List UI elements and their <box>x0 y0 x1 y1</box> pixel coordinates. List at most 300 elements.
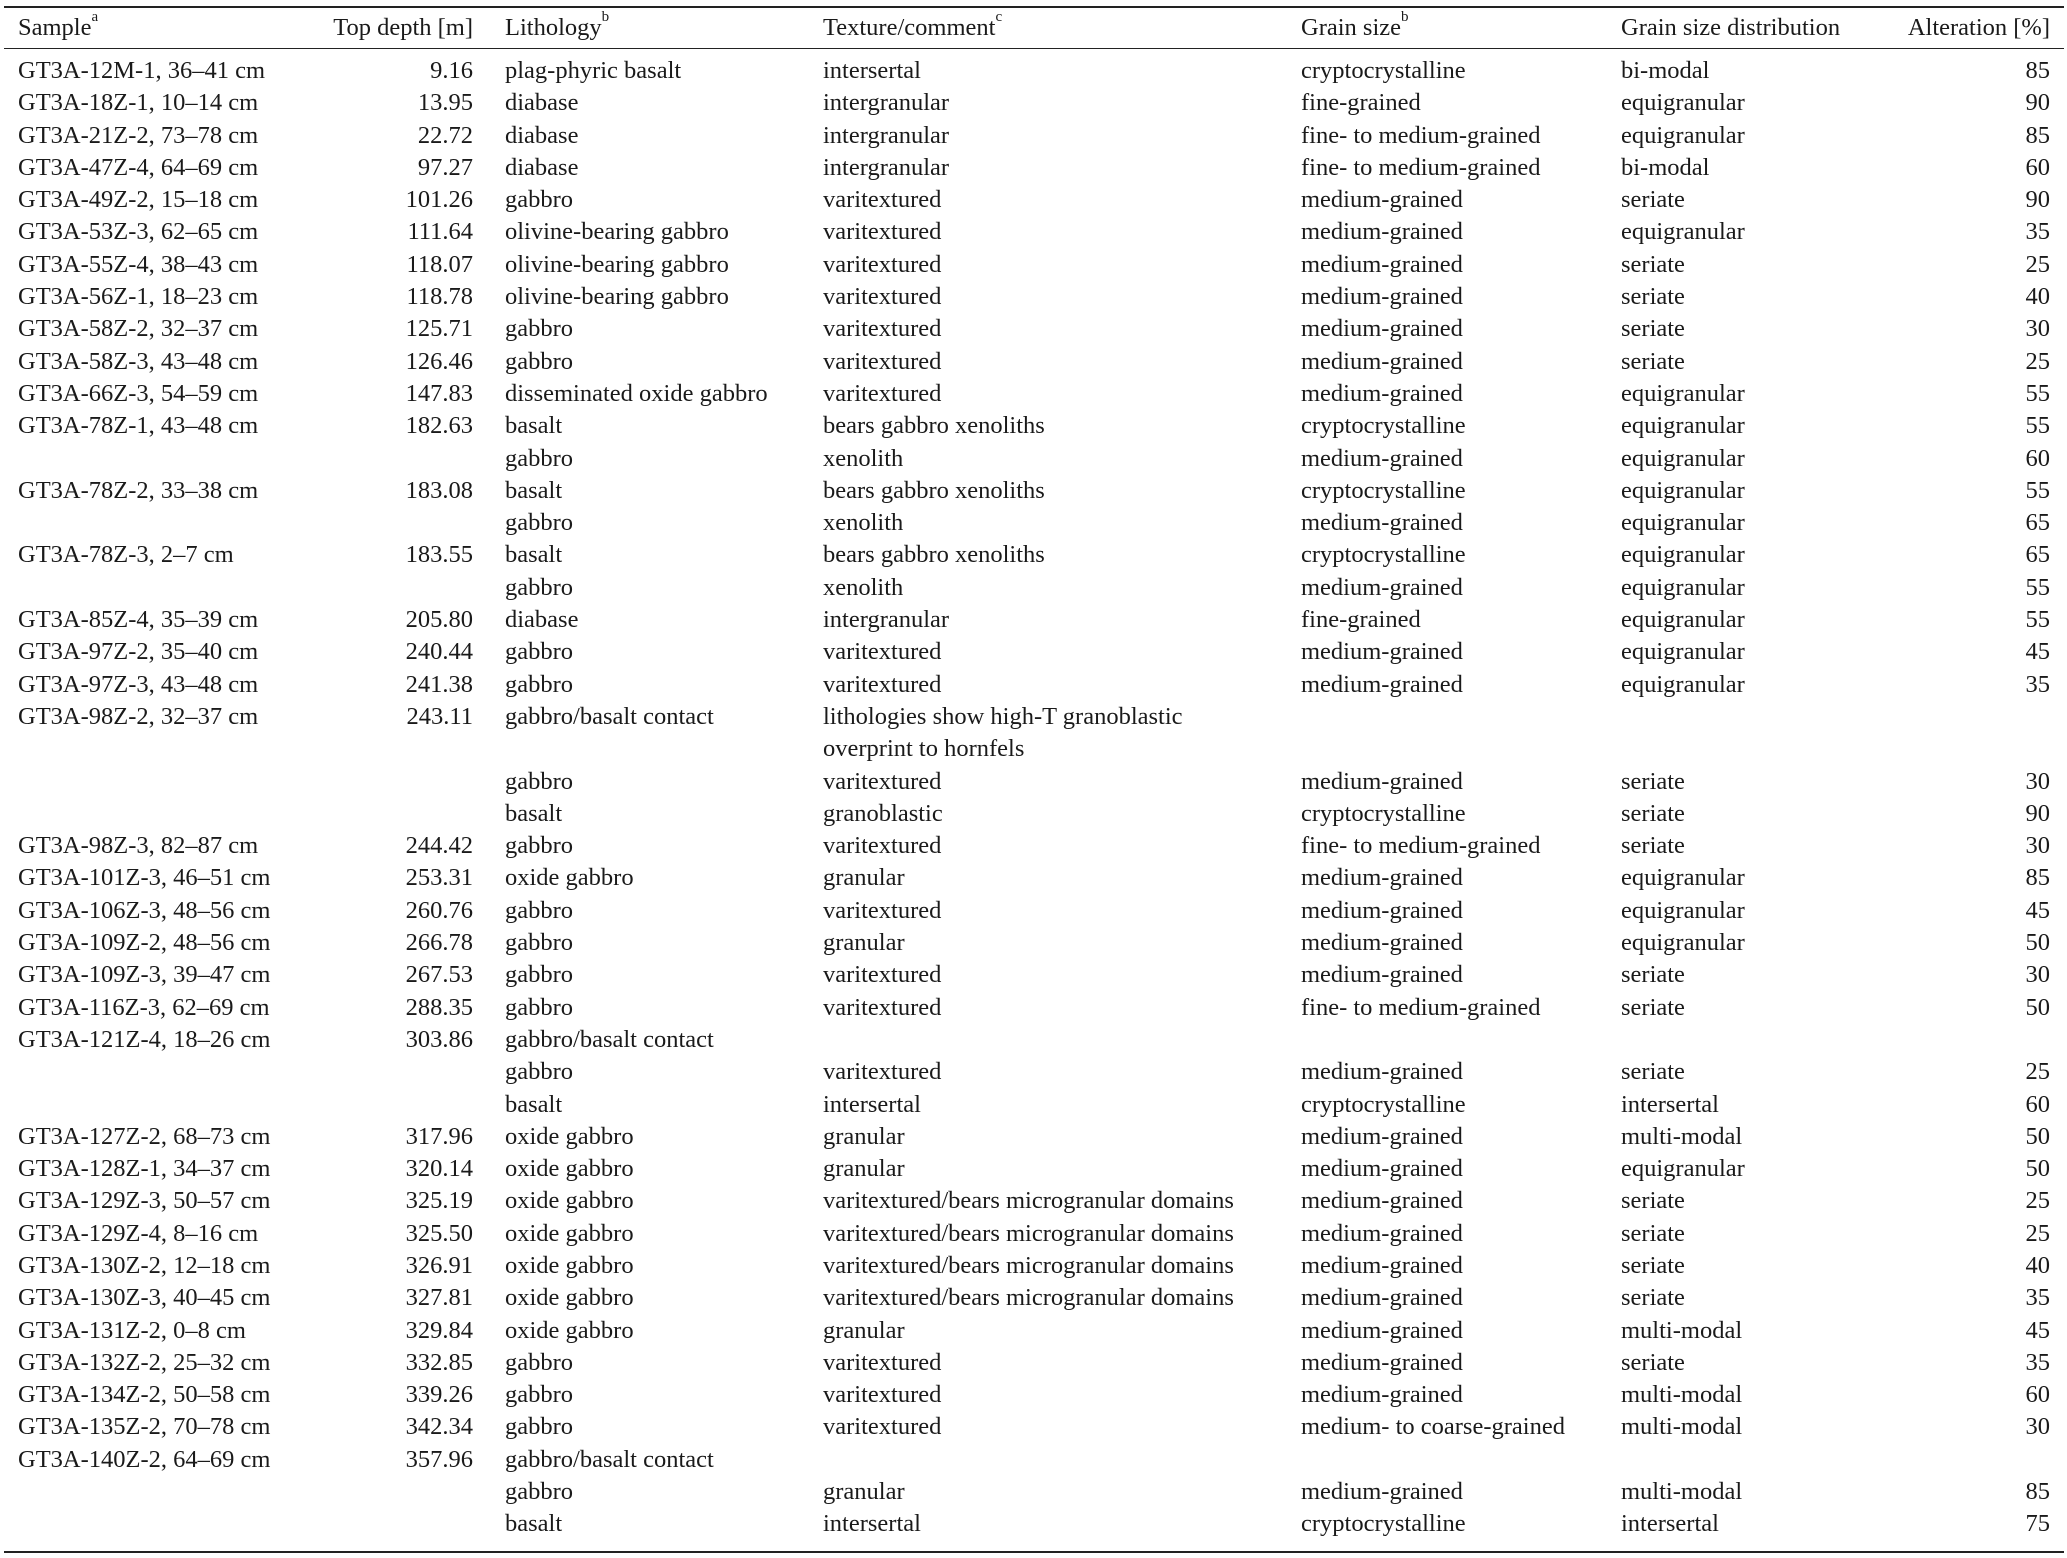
cell-lithology: olivine-bearing gabbro <box>505 250 729 278</box>
cell-alteration: 30 <box>2025 1413 2050 1441</box>
cell-grain-size: medium-grained <box>1301 573 1463 601</box>
cell-texture: intergranular <box>823 153 950 181</box>
cell-lithology: gabbro <box>505 961 574 989</box>
cell-grain-size-distribution: seriate <box>1621 799 1685 827</box>
cell-alteration: 65 <box>2025 541 2050 569</box>
cell-texture: varitextured <box>823 670 942 698</box>
cell-grain-size-distribution: seriate <box>1621 186 1685 214</box>
cell-top-depth: 326.91 <box>405 1251 473 1279</box>
cell-lithology: diabase <box>505 89 579 117</box>
table-row <box>4 1411 2064 1443</box>
cell-grain-size <box>1301 701 1621 733</box>
table-row <box>4 636 2064 668</box>
cell-texture: varitextured <box>823 638 942 666</box>
cell-lithology: plag-phyric basalt <box>505 57 682 84</box>
table-row <box>4 572 2064 604</box>
cell-lithology: gabbro <box>505 315 574 343</box>
cell-texture: varitextured <box>823 993 942 1021</box>
cell-lithology: basalt <box>505 412 563 440</box>
cell-alteration: 25 <box>2025 250 2050 278</box>
cell-grain-size-distribution: equigranular <box>1621 638 1745 666</box>
cell-texture: xenolith <box>823 444 904 472</box>
cell-texture: varitextured <box>823 1348 942 1376</box>
cell-sample <box>4 443 234 475</box>
cell-lithology: oxide gabbro <box>505 864 634 892</box>
header-sample: Sample$^a$ <box>18 8 99 41</box>
cell-texture: granular <box>823 864 905 892</box>
cell-sample: GT3A-140Z-2, 64–69 cm <box>18 1445 271 1473</box>
cell-lithology: gabbro <box>505 509 574 537</box>
cell-top-depth <box>234 1089 505 1121</box>
cell-sample: GT3A-129Z-4, 8–16 cm <box>18 1219 259 1247</box>
table-row <box>4 539 2064 571</box>
cell-grain-size: medium-grained <box>1301 1155 1463 1183</box>
cell-top-depth: 327.81 <box>405 1284 473 1312</box>
cell-sample <box>4 1476 234 1508</box>
cell-lithology: basalt <box>505 1090 563 1118</box>
table-row <box>4 959 2064 991</box>
table-row <box>4 1121 2064 1153</box>
cell-grain-size-distribution: seriate <box>1621 347 1685 375</box>
cell-grain-size: medium-grained <box>1301 767 1463 795</box>
cell-grain-size: medium-grained <box>1301 218 1463 246</box>
cell-sample <box>4 766 234 798</box>
cell-grain-size: medium-grained <box>1301 1219 1463 1247</box>
cell-lithology: gabbro/basalt contact <box>505 1025 714 1053</box>
cell-alteration: 35 <box>2025 670 2050 698</box>
cell-top-depth: 13.95 <box>417 89 473 117</box>
header-top-depth: Top depth [m] <box>333 13 473 41</box>
cell-grain-size-distribution <box>1621 733 1881 765</box>
cell-grain-size-distribution: seriate <box>1621 993 1685 1021</box>
cell-alteration: 90 <box>2025 799 2050 827</box>
cell-alteration: 35 <box>2025 1284 2050 1312</box>
table-row <box>4 1508 2064 1551</box>
cell-sample: GT3A-135Z-2, 70–78 cm <box>18 1413 271 1441</box>
cell-lithology: olivine-bearing gabbro <box>505 218 729 246</box>
cell-lithology: disseminated oxide gabbro <box>505 379 768 407</box>
cell-sample: GT3A-130Z-2, 12–18 cm <box>18 1251 271 1279</box>
cell-grain-size-distribution <box>1621 1444 1881 1476</box>
cell-texture: granular <box>823 929 905 957</box>
cell-top-depth: 182.63 <box>405 412 473 440</box>
cell-alteration: 40 <box>2025 1251 2050 1279</box>
cell-texture: overprint to hornfels <box>823 735 1025 763</box>
cell-sample: GT3A-97Z-2, 35–40 cm <box>18 638 259 666</box>
cell-texture: varitextured <box>823 961 942 989</box>
cell-alteration: 45 <box>2025 896 2050 924</box>
cell-sample: GT3A-132Z-2, 25–32 cm <box>18 1348 271 1376</box>
cell-top-depth: 244.42 <box>405 832 473 860</box>
cell-texture: varitextured <box>823 1058 942 1086</box>
cell-grain-size: medium-grained <box>1301 1381 1463 1409</box>
cell-sample: GT3A-78Z-1, 43–48 cm <box>18 412 259 440</box>
cell-grain-size-distribution: seriate <box>1621 1348 1685 1376</box>
cell-texture: bears gabbro xenoliths <box>823 541 1045 569</box>
cell-grain-size-distribution: equigranular <box>1621 509 1745 537</box>
cell-top-depth: 147.83 <box>405 379 473 407</box>
cell-grain-size: medium-grained <box>1301 929 1463 957</box>
cell-alteration: 40 <box>2025 283 2050 311</box>
cell-alteration: 55 <box>2025 379 2050 407</box>
cell-alteration: 30 <box>2025 315 2050 343</box>
cell-top-depth: 118.78 <box>406 283 473 311</box>
cell-sample <box>4 507 234 539</box>
cell-grain-size: medium-grained <box>1301 670 1463 698</box>
cell-lithology: basalt <box>505 541 563 569</box>
cell-sample: GT3A-53Z-3, 62–65 cm <box>18 218 259 246</box>
table-row <box>4 1153 2064 1185</box>
cell-grain-size-distribution: seriate <box>1621 1284 1685 1312</box>
cell-lithology: oxide gabbro <box>505 1219 634 1247</box>
cell-texture: granular <box>823 1155 905 1183</box>
cell-grain-size: medium-grained <box>1301 638 1463 666</box>
cell-sample: GT3A-47Z-4, 64–69 cm <box>18 153 259 181</box>
cell-texture: varitextured <box>823 896 942 924</box>
cell-sample: GT3A-101Z-3, 46–51 cm <box>18 864 271 892</box>
cell-top-depth: 260.76 <box>405 896 473 924</box>
cell-grain-size: cryptocrystalline <box>1301 57 1466 84</box>
cell-alteration: 50 <box>2025 1155 2050 1183</box>
cell-sample: GT3A-66Z-3, 54–59 cm <box>18 379 259 407</box>
cell-grain-size-distribution: equigranular <box>1621 541 1745 569</box>
cell-texture: intersertal <box>823 1090 921 1118</box>
cell-alteration: 85 <box>2025 1478 2050 1506</box>
cell-texture: xenolith <box>823 573 904 601</box>
cell-sample: GT3A-98Z-3, 82–87 cm <box>18 832 259 860</box>
table-row <box>4 281 2064 313</box>
cell-texture: varitextured <box>823 379 942 407</box>
cell-grain-size-distribution: equigranular <box>1621 573 1745 601</box>
table-row <box>4 895 2064 927</box>
cell-texture: varitextured/bears microgranular domains <box>823 1251 1234 1279</box>
cell-top-depth: 332.85 <box>405 1348 473 1376</box>
cell-grain-size: medium-grained <box>1301 1316 1463 1344</box>
cell-grain-size: medium- to coarse-grained <box>1301 1413 1565 1441</box>
cell-sample <box>4 1089 234 1121</box>
cell-top-depth: 125.71 <box>405 315 473 343</box>
cell-grain-size: cryptocrystalline <box>1301 541 1466 569</box>
cell-top-depth: 317.96 <box>405 1122 473 1150</box>
cell-top-depth: 303.86 <box>405 1025 473 1053</box>
cell-sample: GT3A-56Z-1, 18–23 cm <box>18 283 259 311</box>
table-row <box>4 346 2064 378</box>
cell-alteration: 60 <box>2025 1090 2050 1118</box>
cell-sample: GT3A-129Z-3, 50–57 cm <box>18 1187 271 1215</box>
cell-texture: intergranular <box>823 89 950 117</box>
cell-lithology: gabbro <box>505 573 574 601</box>
cell-grain-size: medium-grained <box>1301 1187 1463 1215</box>
cell-grain-size: medium-grained <box>1301 444 1463 472</box>
cell-alteration: 85 <box>2025 121 2050 149</box>
cell-grain-size-distribution: seriate <box>1621 767 1685 795</box>
cell-lithology: gabbro <box>505 1381 574 1409</box>
cell-alteration: 25 <box>2025 1219 2050 1247</box>
table-row <box>4 1476 2064 1508</box>
cell-grain-size-distribution: seriate <box>1621 283 1685 311</box>
sample-table <box>4 6 2064 1553</box>
cell-top-depth: 320.14 <box>405 1155 473 1183</box>
cell-grain-size: fine- to medium-grained <box>1301 153 1541 181</box>
cell-texture: varitextured <box>823 218 942 246</box>
cell-sample: GT3A-130Z-3, 40–45 cm <box>18 1284 271 1312</box>
cell-texture: granular <box>823 1122 905 1150</box>
cell-lithology: basalt <box>505 476 563 504</box>
cell-alteration: 60 <box>2025 153 2050 181</box>
cell-lithology: gabbro <box>505 186 574 214</box>
cell-grain-size-distribution: equigranular <box>1621 444 1745 472</box>
table-row <box>4 1185 2064 1217</box>
table-row <box>4 507 2064 539</box>
table-row <box>4 669 2064 701</box>
cell-grain-size: medium-grained <box>1301 250 1463 278</box>
cell-lithology: oxide gabbro <box>505 1284 634 1312</box>
cell-lithology: gabbro <box>505 638 574 666</box>
cell-top-depth <box>234 766 505 798</box>
table-row <box>4 1056 2064 1088</box>
cell-grain-size-distribution: bi-modal <box>1621 57 1710 84</box>
cell-texture: bears gabbro xenoliths <box>823 412 1045 440</box>
cell-texture: xenolith <box>823 509 904 537</box>
cell-alteration: 45 <box>2025 638 2050 666</box>
cell-grain-size: cryptocrystalline <box>1301 1510 1466 1538</box>
cell-top-depth: 288.35 <box>405 993 473 1021</box>
cell-top-depth: 339.26 <box>405 1381 473 1409</box>
cell-top-depth: 329.84 <box>405 1316 473 1344</box>
cell-grain-size-distribution: seriate <box>1621 1219 1685 1247</box>
cell-alteration: 90 <box>2025 89 2050 117</box>
table-row <box>4 313 2064 345</box>
cell-texture: varitextured/bears microgranular domains <box>823 1284 1234 1312</box>
footnote-mark: c <box>995 8 1003 25</box>
cell-grain-size-distribution: equigranular <box>1621 89 1745 117</box>
cell-grain-size: fine-grained <box>1301 89 1421 117</box>
cell-sample <box>4 798 234 830</box>
cell-grain-size <box>1301 1444 1621 1476</box>
cell-sample: GT3A-58Z-3, 43–48 cm <box>18 347 259 375</box>
cell-alteration: 55 <box>2025 573 2050 601</box>
table-row <box>4 733 2064 765</box>
cell-lithology: oxide gabbro <box>505 1316 634 1344</box>
cell-texture: varitextured <box>823 832 942 860</box>
cell-lithology: gabbro <box>505 1348 574 1376</box>
cell-grain-size: cryptocrystalline <box>1301 799 1466 827</box>
table-row <box>4 1250 2064 1282</box>
cell-grain-size-distribution: equigranular <box>1621 412 1745 440</box>
cell-grain-size: fine- to medium-grained <box>1301 832 1541 860</box>
cell-lithology: gabbro <box>505 670 574 698</box>
cell-alteration: 30 <box>2025 767 2050 795</box>
cell-texture <box>823 1024 1301 1056</box>
table-body <box>4 49 2064 1552</box>
cell-alteration: 30 <box>2025 832 2050 860</box>
cell-grain-size: medium-grained <box>1301 1251 1463 1279</box>
table-row <box>4 475 2064 507</box>
cell-texture: varitextured <box>823 315 942 343</box>
cell-sample: GT3A-106Z-3, 48–56 cm <box>18 896 271 924</box>
cell-lithology: gabbro <box>505 1058 574 1086</box>
cell-grain-size: medium-grained <box>1301 1478 1463 1506</box>
table-row <box>4 1089 2064 1121</box>
cell-texture: varitextured <box>823 347 942 375</box>
cell-top-depth <box>234 733 505 765</box>
cell-sample: GT3A-49Z-2, 15–18 cm <box>18 186 259 214</box>
cell-grain-size-distribution <box>1621 1024 1881 1056</box>
cell-grain-size: medium-grained <box>1301 864 1463 892</box>
cell-grain-size: fine- to medium-grained <box>1301 993 1541 1021</box>
cell-grain-size-distribution: equigranular <box>1621 606 1745 634</box>
cell-grain-size: medium-grained <box>1301 315 1463 343</box>
cell-grain-size-distribution: equigranular <box>1621 864 1745 892</box>
table-row <box>4 766 2064 798</box>
cell-grain-size-distribution: bi-modal <box>1621 153 1710 181</box>
cell-alteration: 60 <box>2025 1381 2050 1409</box>
cell-alteration: 50 <box>2025 1122 2050 1150</box>
cell-alteration: 35 <box>2025 218 2050 246</box>
table-row <box>4 152 2064 184</box>
cell-top-depth: 342.34 <box>405 1413 473 1441</box>
cell-grain-size-distribution: seriate <box>1621 1251 1685 1279</box>
table-row <box>4 701 2064 733</box>
cell-grain-size: medium-grained <box>1301 1058 1463 1086</box>
cell-alteration <box>1881 1444 2064 1476</box>
header-grain-size: Grain size$^b$ <box>1301 8 1409 41</box>
cell-alteration <box>1881 1024 2064 1056</box>
header-alteration: Alteration [%] <box>1907 13 2050 41</box>
cell-sample: GT3A-109Z-3, 39–47 cm <box>18 961 271 989</box>
table-row <box>4 87 2064 119</box>
cell-grain-size: medium-grained <box>1301 1348 1463 1376</box>
table-row <box>4 49 2064 88</box>
table-row <box>4 410 2064 442</box>
cell-alteration: 65 <box>2025 509 2050 537</box>
cell-lithology: gabbro <box>505 767 574 795</box>
table-row <box>4 249 2064 281</box>
cell-texture: intergranular <box>823 121 950 149</box>
cell-alteration: 85 <box>2025 864 2050 892</box>
cell-lithology: gabbro <box>505 896 574 924</box>
cell-sample: GT3A-18Z-1, 10–14 cm <box>18 89 259 117</box>
cell-texture: varitextured <box>823 186 942 214</box>
cell-grain-size-distribution: seriate <box>1621 1187 1685 1215</box>
cell-grain-size-distribution: multi-modal <box>1621 1381 1743 1409</box>
cell-texture: varitextured <box>823 767 942 795</box>
cell-grain-size-distribution: multi-modal <box>1621 1413 1743 1441</box>
cell-grain-size-distribution <box>1621 701 1881 733</box>
table-row <box>4 1444 2064 1476</box>
cell-top-depth <box>234 507 505 539</box>
table-row <box>4 604 2064 636</box>
table-row <box>4 120 2064 152</box>
footnote-mark: b <box>1401 8 1409 25</box>
table-header <box>4 7 2064 49</box>
cell-sample: GT3A-116Z-3, 62–69 cm <box>18 993 270 1021</box>
cell-alteration: 25 <box>2025 1058 2050 1086</box>
cell-grain-size: cryptocrystalline <box>1301 476 1466 504</box>
cell-top-depth: 357.96 <box>405 1445 473 1473</box>
cell-grain-size-distribution: seriate <box>1621 832 1685 860</box>
cell-sample: GT3A-55Z-4, 38–43 cm <box>18 250 259 278</box>
cell-lithology: gabbro/basalt contact <box>505 1445 714 1473</box>
cell-sample <box>4 733 234 765</box>
footnote-mark: a <box>91 8 99 25</box>
cell-grain-size-distribution: equigranular <box>1621 476 1745 504</box>
cell-sample <box>4 572 234 604</box>
cell-grain-size: medium-grained <box>1301 283 1463 311</box>
cell-lithology: diabase <box>505 153 579 181</box>
cell-lithology: gabbro <box>505 1413 574 1441</box>
cell-texture: intersertal <box>823 57 921 84</box>
cell-grain-size-distribution: equigranular <box>1621 379 1745 407</box>
cell-grain-size: medium-grained <box>1301 1122 1463 1150</box>
cell-texture: varitextured/bears microgranular domains <box>823 1219 1234 1247</box>
cell-grain-size-distribution: multi-modal <box>1621 1122 1743 1150</box>
header-texture-comment: Texture/comment$^c$ <box>823 8 1003 41</box>
cell-grain-size: medium-grained <box>1301 186 1463 214</box>
cell-alteration <box>1881 701 2064 733</box>
cell-sample: GT3A-21Z-2, 73–78 cm <box>18 121 259 149</box>
header-row <box>4 7 2064 49</box>
cell-texture: varitextured <box>823 1413 942 1441</box>
table-row <box>4 927 2064 959</box>
cell-top-depth: 126.46 <box>405 347 473 375</box>
cell-grain-size: medium-grained <box>1301 1284 1463 1312</box>
table-row <box>4 1218 2064 1250</box>
cell-top-depth: 240.44 <box>405 638 473 666</box>
cell-alteration: 85 <box>2025 57 2050 84</box>
cell-top-depth: 243.11 <box>406 702 473 730</box>
cell-grain-size: fine-grained <box>1301 606 1421 634</box>
table-row <box>4 798 2064 830</box>
cell-top-depth <box>234 1056 505 1088</box>
cell-grain-size: medium-grained <box>1301 896 1463 924</box>
cell-grain-size-distribution: equigranular <box>1621 929 1745 957</box>
cell-grain-size: fine- to medium-grained <box>1301 121 1541 149</box>
cell-sample: GT3A-128Z-1, 34–37 cm <box>18 1155 271 1183</box>
cell-grain-size: cryptocrystalline <box>1301 1090 1466 1118</box>
cell-texture: lithologies show high-T granoblastic <box>823 702 1183 730</box>
cell-alteration <box>1881 733 2064 765</box>
cell-top-depth: 325.50 <box>405 1219 473 1247</box>
table-row <box>4 1347 2064 1379</box>
cell-lithology: gabbro/basalt contact <box>505 702 714 730</box>
cell-lithology: oxide gabbro <box>505 1122 634 1150</box>
table-row <box>4 184 2064 216</box>
cell-grain-size-distribution: multi-modal <box>1621 1478 1743 1506</box>
cell-grain-size-distribution: seriate <box>1621 1058 1685 1086</box>
cell-top-depth: 241.38 <box>405 670 473 698</box>
table-row <box>4 830 2064 862</box>
cell-top-depth: 183.55 <box>405 541 473 569</box>
cell-top-depth <box>234 1508 505 1551</box>
cell-lithology: basalt <box>505 1510 563 1538</box>
cell-top-depth <box>234 443 505 475</box>
cell-texture: varitextured/bears microgranular domains <box>823 1187 1234 1215</box>
cell-lithology: gabbro <box>505 347 574 375</box>
cell-top-depth: 9.16 <box>430 57 473 84</box>
cell-grain-size: medium-grained <box>1301 347 1463 375</box>
cell-lithology: diabase <box>505 121 579 149</box>
cell-alteration: 60 <box>2025 444 2050 472</box>
cell-lithology: basalt <box>505 799 563 827</box>
cell-sample: GT3A-109Z-2, 48–56 cm <box>18 929 271 957</box>
cell-texture: intergranular <box>823 606 950 634</box>
cell-texture: granular <box>823 1478 905 1506</box>
header-grain-size-distribution: Grain size distribution <box>1621 13 1841 41</box>
cell-grain-size-distribution: intersertal <box>1621 1090 1719 1118</box>
cell-top-depth: 266.78 <box>405 929 473 957</box>
cell-sample: GT3A-98Z-2, 32–37 cm <box>18 702 259 730</box>
